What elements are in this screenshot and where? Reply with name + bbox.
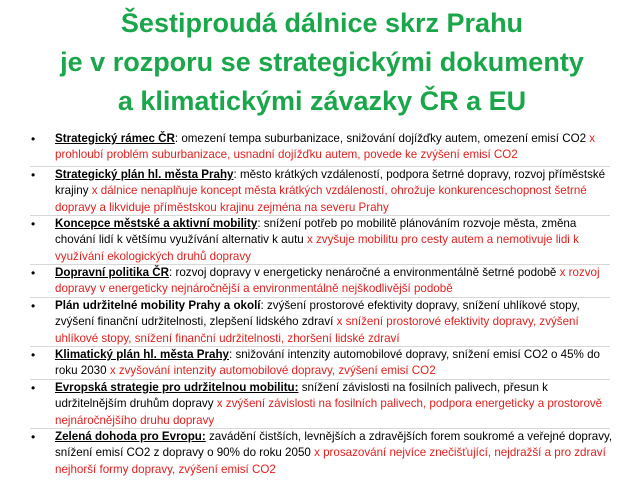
- bullet-icon: •: [31, 430, 36, 444]
- document-name: Zelená dohoda pro Evropu:: [55, 430, 206, 443]
- separator: :: [228, 348, 236, 361]
- document-name: Koncepce městské a aktivní mobility: [55, 217, 258, 230]
- document-goals: omezení tempa suburbanizace, snižování dojížďky autem, omezení emisí CO2: [181, 132, 587, 145]
- separator: :: [174, 132, 182, 145]
- document-goals: snížení potřeb po mobilitě plánováním rozvoje města, změna chování lidí k většímu využívání alternativ k autu: [55, 217, 577, 247]
- list-item-text: [55, 298, 615, 347]
- list-item-text: [55, 429, 615, 478]
- document-goals: zavádění čistších, levnějších a zdravějších forem soukromé a veřejné dopravy, snížení emisí CO2 z dopravy o 90% do roku 2050: [55, 430, 613, 460]
- title-line-2: je v rozporu se strategickými dokumenty: [60, 47, 584, 77]
- list-item-text: [55, 265, 615, 298]
- document-goals: snižování intenzity automobilové dopravy, snížení emisí CO2 o 45% do roku 2030: [55, 348, 600, 378]
- conflict-text: x zvýšení závislosti na fosilních palivech, podpora energeticky a prostorově nejnáročnějšího druhu dopravy: [55, 397, 603, 427]
- document-name: Plán udržitelné mobility Prahy a okolí: [55, 299, 261, 312]
- bullet-icon: •: [31, 217, 36, 231]
- list-item-text: [55, 216, 615, 265]
- separator: :: [233, 168, 240, 181]
- title-line-1: Šestiproudá dálnice skrz Prahu: [120, 8, 524, 38]
- document-goals: zvýšení prostorové efektivity dopravy, snížení uhlíkové stopy, zvýšení finanční udržitelnosti, zlepšení lidského zdraví: [55, 299, 580, 329]
- slide-title: [0, 4, 644, 121]
- list-item-text: [55, 167, 615, 216]
- separator: :: [257, 217, 264, 230]
- conflict-text: x prosazování nejvíce znečišťující, nejdražší a pro zdraví nejhorší formy dopravy, zvýšení emisí CO2: [55, 446, 606, 476]
- conflict-text: x dálnice nenaplňuje koncept města krátkých vzdáleností, ohrožuje konkurenceschopnost šetrné dopravy a likviduje příměstskou krajinu zejména na severu Prahy: [55, 184, 587, 214]
- list-item-text: [55, 380, 615, 429]
- conflict-text: x zvyšování intenzity automobilové dopravy, zvýšení emisí CO2: [109, 364, 436, 378]
- list-item-text: [55, 347, 615, 380]
- bullet-icon: •: [31, 348, 36, 362]
- conflict-text: x rozvoj dopravy v energeticky nejnáročnější a environmentálně nejškodlivější podobě: [55, 266, 600, 296]
- conflict-text: x zvyšuje mobilitu pro cesty autem a nemotivuje lidi k využívání ekologických druhů dopravy: [55, 233, 579, 263]
- document-name: Strategický plán hl. města Prahy: [55, 168, 234, 181]
- separator: :: [169, 266, 176, 279]
- conflict-text: x snížení prostorové efektivity dopravy, zvýšení uhlíkové stopy, snížení finanční udržitelnosti, zhoršení lidské zdraví: [55, 315, 579, 345]
- bullet-icon: •: [31, 132, 36, 146]
- document-goals: město krátkých vzdáleností, podpora šetrné dopravy, rozvoj příměstské krajiny: [55, 168, 606, 198]
- document-name: Strategický rámec ČR: [55, 132, 175, 145]
- bullet-icon: •: [31, 381, 36, 395]
- conflict-text: x prohloubí problém suburbanizace, usnadní dojížďku autem, povede ke zvýšení emisí CO2: [55, 132, 596, 162]
- bullet-icon: •: [31, 299, 36, 313]
- bullet-icon: •: [31, 266, 36, 280]
- separator: :: [260, 299, 267, 312]
- document-name: Klimatický plán hl. města Prahy: [55, 348, 229, 361]
- title-line-3: a klimatickými závazky ČR a EU: [117, 86, 527, 116]
- list-item-text: [55, 131, 615, 164]
- document-goals: rozvoj dopravy v energeticky nenáročné a environmentálně šetrné podobě: [175, 266, 557, 279]
- document-name: Evropská strategie pro udržitelnou mobilitu:: [55, 381, 299, 394]
- document-name: Dopravní politika ČR: [55, 266, 170, 279]
- document-goals: snížení závislosti na fosilních palivech, přesun k udržitelnějším druhům dopravy: [55, 381, 548, 411]
- bullet-icon: •: [31, 168, 36, 182]
